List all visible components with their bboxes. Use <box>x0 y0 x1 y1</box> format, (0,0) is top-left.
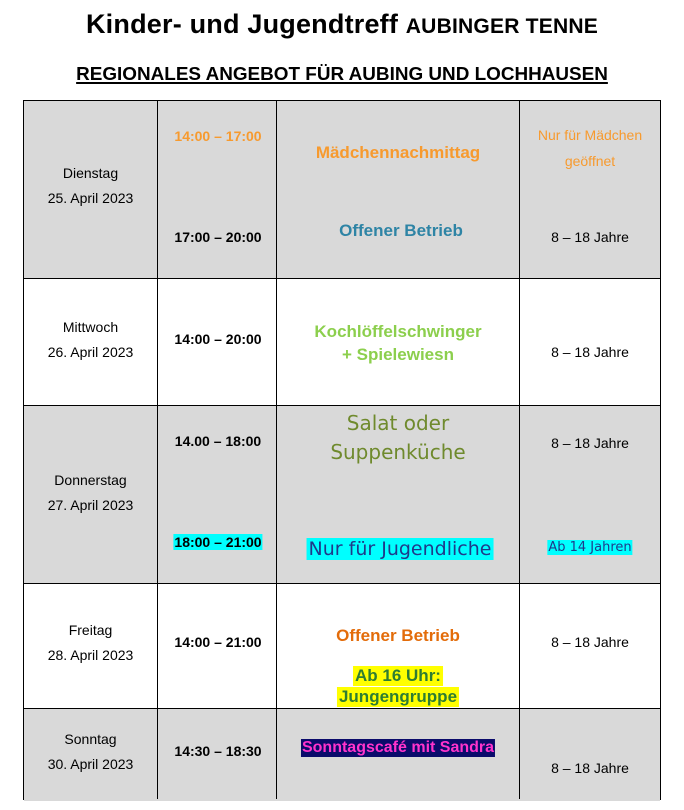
day-date: 30. April 2023 <box>47 756 134 772</box>
event-title: Offener Betrieb <box>336 626 460 645</box>
time-slot: 14.00 – 18:00 <box>174 433 262 449</box>
table-row-mittwoch <box>24 279 660 406</box>
table-row-dienstag <box>24 101 660 279</box>
table-row-freitag <box>24 584 660 709</box>
age-note: Nur für Mädchen <box>537 127 643 143</box>
event-title: Salat oder <box>346 411 450 435</box>
age-range: 8 – 18 Jahre <box>551 344 629 360</box>
day-date: 28. April 2023 <box>47 647 134 663</box>
page-subtitle: REGIONALES ANGEBOT FÜR AUBING UND LOCHHAUSEN <box>76 64 608 85</box>
time-slot: 17:00 – 20:00 <box>174 229 262 245</box>
table-row-donnerstag <box>24 406 660 584</box>
event-title-highlighted: Sonntagscafé mit Sandra <box>301 739 495 756</box>
event-title: Kochlöffelschwinger <box>314 322 482 341</box>
age-note-highlighted: Ab 14 Jahren <box>548 540 632 555</box>
event-title-highlighted: Nur für Jugendliche <box>308 538 492 560</box>
age-range: 8 – 18 Jahre <box>551 634 629 650</box>
event-title: Mädchennachmittag <box>315 143 481 162</box>
column-divider <box>276 101 277 799</box>
event-title: + Spielewiesn <box>342 345 454 364</box>
age-range: 8 – 18 Jahre <box>551 435 629 451</box>
column-divider <box>157 101 158 799</box>
age-note: geöffnet <box>564 153 616 169</box>
time-slot: 14:00 – 21:00 <box>174 634 262 650</box>
event-title: Suppenküche <box>330 440 466 464</box>
page-title-venue: AUBINGER TENNE <box>405 15 599 38</box>
page-title: Kinder- und Jugendtreff AUBINGER TENNE <box>85 9 599 39</box>
age-range: 8 – 18 Jahre <box>551 760 629 776</box>
day-name: Sonntag <box>64 731 117 747</box>
event-note-highlighted: Ab 16 Uhr: <box>355 666 441 685</box>
day-name: Mittwoch <box>62 319 119 335</box>
day-date: 26. April 2023 <box>47 344 134 360</box>
day-name: Donnerstag <box>54 472 127 488</box>
age-range: 8 – 18 Jahre <box>551 229 629 245</box>
schedule-table <box>23 100 661 800</box>
time-slot-highlighted: 18:00 – 21:00 <box>174 534 262 550</box>
day-name: Dienstag <box>62 165 119 181</box>
day-date: 25. April 2023 <box>47 190 134 206</box>
time-slot: 14:00 – 20:00 <box>174 331 262 347</box>
column-divider <box>519 101 520 799</box>
event-note-highlighted: Jungengruppe <box>338 687 458 706</box>
day-name: Freitag <box>68 622 113 638</box>
time-slot: 14:00 – 17:00 <box>174 128 262 144</box>
event-title: Offener Betrieb <box>339 221 463 240</box>
table-row-sonntag <box>24 709 660 801</box>
time-slot: 14:30 – 18:30 <box>174 743 262 759</box>
day-date: 27. April 2023 <box>47 497 134 513</box>
